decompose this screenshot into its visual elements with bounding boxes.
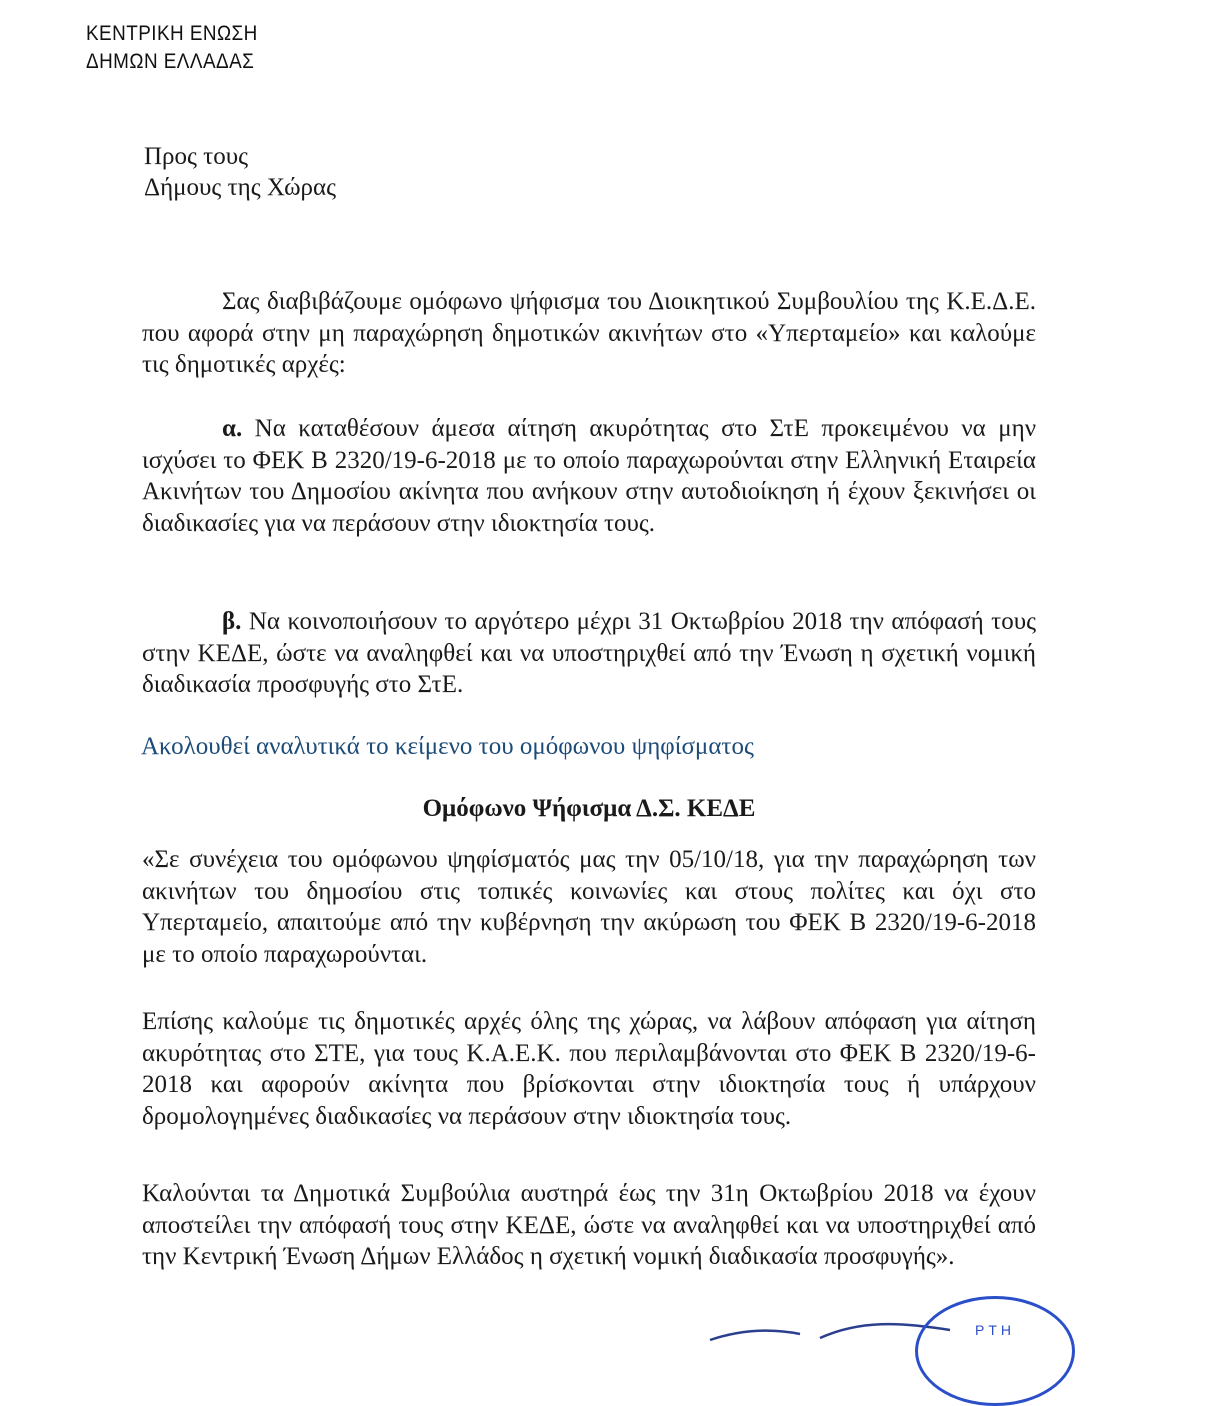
- item-b-text: Να κοινοποιήσουν το αργότερο μέχρι 31 Οκτωβρίου 2018 την απόφασή τους στην ΚΕΔΕ, ώστε να αναληφθεί και να υποστηριχθεί από την Ένωση η σχετική νομική διαδικασία προσφυγής στο ΣτΕ.: [142, 608, 1036, 698]
- intro-paragraph: Σας διαβιβάζουμε ομόφωνο ψήφισμα του Διοικητικού Συμβουλίου της Κ.Ε.Δ.Ε. που αφορά στην μη παραχώρηση δημοτικών ακινήτων στο «Υπερταμείο» και καλούμε τις δημοτικές αρχές:: [142, 288, 1036, 378]
- item-a-paragraph: [142, 413, 1036, 539]
- item-a-marker: α.: [222, 415, 243, 442]
- recipient-line-1: Προς τους: [144, 143, 249, 170]
- letterhead: [86, 20, 277, 76]
- resolution-paragraph-2: Επίσης καλούμε τις δημοτικές αρχές όλης της χώρας, να λάβουν απόφαση για αίτηση ακυρότητας στο ΣΤΕ, για τους Κ.Α.Ε.Κ. που περιλαμβάνονται στο ΦΕΚ Β 2320/19-6-2018 και αφορούν ακίνητα που βρίσκονται στην ιδιοκτησία τους ή υπάρχουν δρομολογημένες διαδικασίες να περάσουν στην ιδιοκτησία τους.: [142, 1008, 1036, 1130]
- official-stamp: [915, 1296, 1075, 1406]
- item-b-marker: β.: [222, 608, 242, 635]
- item-a-text: Να καταθέσουν άμεσα αίτηση ακυρότητας στο ΣτΕ προκειμένου να μην ισχύσει το ΦΕΚ Β 2320/19-6-2018 με το οποίο παραχωρούνται στην Ελληνική Εταιρεία Ακινήτων του Δημοσίου ακίνητα που ανήκουν στην αυτοδιοίκηση ή έχουν ξεκινήσει οι διαδικασίες για να περάσουν στην ιδιοκτησία τους.: [142, 415, 1036, 537]
- recipient-block: [144, 141, 336, 203]
- resolution-paragraph-1: «Σε συνέχεια του ομόφωνου ψηφίσματός μας την 05/10/18, για την παραχώρηση των ακινήτων του δημοσίου στις τοπικές κοινωνίες και στους πολίτες και όχι στο Υπερταμείο, απαιτούμε από την κυβέρνηση την ακύρωση του ΦΕΚ Β 2320/19-6-2018 με το οποίο παραχωρούνται.: [142, 846, 1036, 968]
- letterhead-line-1: ΚΕΝΤΡΙΚΗ ΕΝΩΣΗ: [86, 22, 258, 45]
- section-heading: Ακολουθεί αναλυτικά το κείμενο του ομόφωνου ψηφίσματος: [141, 733, 754, 760]
- resolution-paragraph-3: Καλούνται τα Δημοτικά Συμβούλια αυστηρά έως την 31η Οκτωβρίου 2018 να έχουν αποστείλει την απόφασή τους στην ΚΕΔΕ, ώστε να αναληφθεί και να υποστηριχθεί από την Κεντρική Ένωση Δήμων Ελλάδος η σχετική νομική διαδικασία προσφυγής».: [142, 1180, 1036, 1270]
- stamp-text: ΡΤΗ: [975, 1322, 1015, 1338]
- item-b-paragraph: [142, 606, 1036, 701]
- resolution-title: Ομόφωνο Ψήφισμα Δ.Σ. ΚΕΔΕ: [422, 795, 756, 822]
- recipient-line-2: Δήμους της Χώρας: [144, 174, 337, 201]
- letterhead-line-2: ΔΗΜΩΝ ΕΛΛΑΔΑΣ: [86, 50, 255, 73]
